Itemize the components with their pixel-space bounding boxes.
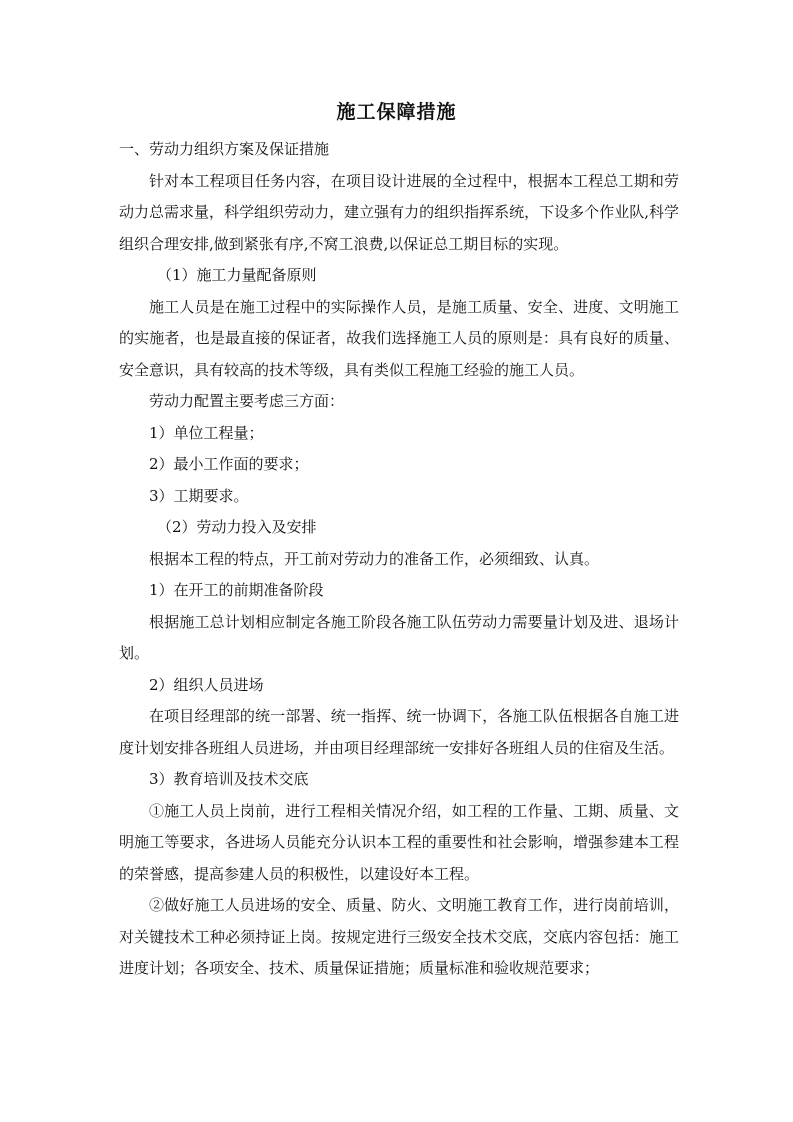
paragraph: 针对本工程项目任务内容，在项目设计进展的全过程中，根据本工程总工期和劳动力总需求量，科学组织劳动力，建立强有力的组织指挥系统，下设多个作业队,科学组织合理安排,做到紧张有序,不窝工浪费,以保证总工期目标的实现。 [119, 171, 679, 253]
paragraph: 在项目经理部的统一部署、统一指挥、统一协调下，各施工队伍根据各自施工进度计划安排各班组人员进场，并由项目经理部统一安排好各班组人员的住宿及生活。 [119, 707, 679, 757]
list-item: 1）单位工程量； [149, 423, 264, 442]
document-title: 施工保障措施 [336, 101, 457, 123]
paragraph: 劳动力配置主要考虑三方面： [149, 392, 345, 410]
section-heading: 一、劳动力组织方案及保证措施 [119, 140, 330, 158]
paragraph: ①施工人员上岗前，进行工程相关情况介绍，如工程的工作量、工期、质量、文明施工等要求，各进场人员能充分认识本工程的重要性和社会影响，增强参建本工程的荣誉感，提高参建人员的积极性，以建设好本工程。 [119, 801, 679, 883]
list-item: 1）在开工的前期准备阶段 [149, 581, 324, 599]
paragraph: 根据本工程的特点，开工前对劳动力的准备工作，必须细致、认真。 [149, 549, 600, 568]
paragraph: 根据施工总计划相应制定各施工阶段各施工队伍劳动力需要量计划及进、退场计划。 [119, 612, 679, 662]
list-item: 3）工期要求。 [149, 486, 249, 505]
list-item: 2）最小工作面的要求； [149, 455, 309, 473]
document-body [119, 134, 679, 985]
subsection-heading: （1）施工力量配备原则 [157, 266, 317, 284]
paragraph: ②做好施工人员进场的安全、质量、防火、文明施工教育工作，进行岗前培训，对关键技术工种必须持证上岗。按规定进行三级安全技术交底，交底内容包括：施工进度计划；各项安全、技术、质量保证措施；质量标准和验收规范要求； [119, 896, 679, 977]
subsection-heading: （2）劳动力投入及安排 [157, 518, 317, 536]
list-item: 2）组织人员进场 [149, 675, 264, 694]
paragraph: 施工人员是在施工过程中的实际操作人员，是施工质量、安全、进度、文明施工的实施者，也是最直接的保证者，故我们选择施工人员的原则是：具有良好的质量、安全意识，具有较高的技术等级，具有类似工程施工经验的施工人员。 [119, 297, 679, 379]
list-item: 3）教育培训及技术交底 [149, 770, 309, 788]
